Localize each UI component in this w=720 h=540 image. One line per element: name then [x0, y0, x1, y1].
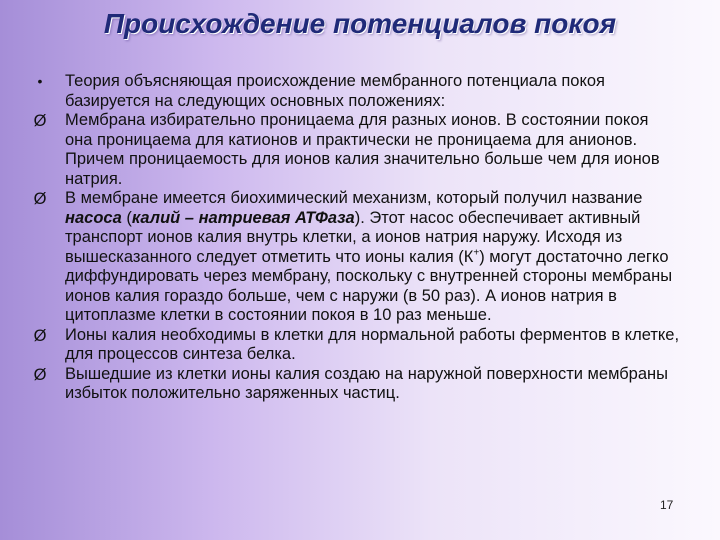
- point2-superscript: +: [473, 247, 480, 258]
- arrow-bullet-icon: Ø: [33, 190, 47, 208]
- list-item-intro: [30, 72, 680, 111]
- page-number: 17: [660, 498, 674, 512]
- arrow-bullet-icon: Ø: [33, 112, 47, 130]
- arrow-bullet-icon: Ø: [33, 365, 47, 384]
- list-item-membrane-permeability: [30, 111, 680, 189]
- list-item-positive-charge: [30, 365, 680, 404]
- arrow-bullet-icon: Ø: [33, 326, 47, 345]
- intro-text: Теория объясняющая происхождение мембранного потенциала покоя базируется на следующих основных положениях:: [65, 72, 605, 110]
- point2-bold-atpase: калий – натриевая АТФаза: [131, 208, 355, 227]
- slide-title: Происхождение потенциалов покоя: [103, 8, 617, 39]
- point3-text: Ионы калия необходимы в клетки для нормальной работы ферментов в клетке, для процессов синтеза белка.: [65, 325, 680, 363]
- point2-part1: В мембране имеется биохимический механизм, который получил название: [65, 189, 643, 207]
- point4-text: Вышедшие из клетки ионы калия создаю на наружной поверхности мембраны избыток положительно заряженных частиц.: [65, 364, 668, 402]
- point2-part2: (: [121, 208, 132, 227]
- bullet-dot-icon: •: [37, 73, 43, 89]
- point2-text: [65, 189, 672, 324]
- list-item-pump: [30, 189, 680, 326]
- point2-part3: ). Этот насос обеспечивает активный транспорт ионов калия внутрь клетки, а ионов натрия наружу. Исходя из вышесказанного следует отметить что ионы калия (К: [65, 208, 641, 266]
- point1-text: Мембрана избирательно проницаема для разных ионов. В состоянии покоя она проницаема для катионов и практически не проницаема для анионов. Причем проницаемость для ионов калия значительно больше чем для ионов натрия.: [65, 111, 660, 188]
- point2-part4: ) могут достаточно легко диффундировать через мембрану, поскольку с внутренней стороны мембраны ионов калия гораздо больше, чем с наружи (в 50 раз). А ионов натрия в цитоплазме клетки в состоянии покоя в 10 раз меньше.: [65, 247, 673, 324]
- bullet-list: [30, 72, 680, 404]
- list-item-potassium-role: [30, 326, 680, 365]
- point2-bold-pump: насоса: [65, 208, 122, 227]
